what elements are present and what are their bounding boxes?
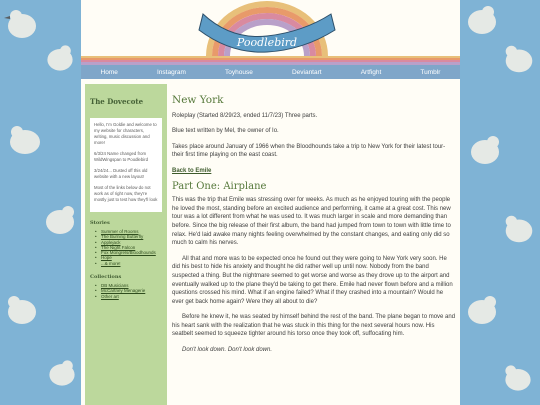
bird-icon	[500, 40, 538, 78]
updates-box	[90, 118, 162, 212]
story-link[interactable]: • Applejack	[101, 240, 167, 245]
nav-home[interactable]: Home	[100, 68, 118, 76]
update-entry: 6/3/24 Name changed from WildWingspan to Poodlebird	[94, 151, 148, 162]
part-title: Part One: Airplane	[172, 180, 267, 192]
story-link[interactable]: • Fox Mongrels/Bloodhounds	[101, 250, 167, 255]
collection-link[interactable]: • DB Musicians	[101, 283, 167, 288]
nav-tumblr[interactable]: Tumblr	[420, 68, 441, 76]
bird-icon	[44, 355, 80, 391]
story-paragraph: This was the trip that Emile was stressing over for weeks. As much as he enjoyed touring with the people he loved the most, standing before an excited audience and performing, it came at a great cost. This new tour was a lot different from what he was used to. It was much larger in scale and more demanding than before. Since the big release of their first album, the band had jumped from town to town with little time to relax. He'd laid awake many nights feeling overwhelmed by the constant changes, and eating only did so much to calm his nerves.	[172, 197, 451, 247]
update-entry: Hello, I'm Goldie and welcome to my website for characters, writing, music discussion and more!	[94, 122, 157, 145]
page-container	[81, 0, 460, 405]
bird-icon	[2, 4, 42, 44]
collection-link[interactable]: • McCartney Menagerie	[101, 288, 167, 293]
story-link[interactable]: • The Burning Butterfly	[101, 234, 167, 239]
bird-icon	[42, 40, 78, 76]
logo-text: Poodlebird	[236, 36, 298, 49]
collection-link[interactable]: • Other art	[101, 294, 167, 299]
bird-icon	[462, 0, 502, 40]
page-title: New York	[172, 94, 224, 106]
collections-heading: Collections	[90, 274, 122, 281]
story-link[interactable]: • Summer of Rooms	[101, 229, 167, 234]
sidebar	[85, 84, 167, 405]
collections-list	[85, 280, 167, 299]
back-link[interactable]: Back to Emile	[172, 167, 212, 174]
update-entry: Most of the links below do not work as of right now, they're mostly just to test how they'll look	[94, 185, 158, 202]
story-link[interactable]: • ...& more!	[101, 261, 167, 266]
nav-artfight[interactable]: Artfight	[360, 68, 382, 76]
story-paragraph: Don't look down. Don't look down.	[182, 347, 273, 354]
story-link[interactable]: • Hope	[101, 255, 167, 260]
bird-icon	[2, 290, 42, 330]
stories-list	[85, 226, 167, 266]
story-paragraph: Before he knew it, he was seated by himself behind the rest of the band. The plane began to move and his heart sank with the realization that he was stuck in this thing for the next several hours now. His seatbelt seemed to squeeze tighter around his torso once they took off, suffocating him.	[172, 314, 456, 338]
rainbow-logo[interactable]	[81, 0, 460, 65]
stories-heading: Stories	[90, 220, 110, 226]
sidebar-title: The Dovecote	[90, 97, 144, 106]
bird-icon	[5, 120, 45, 160]
main-nav	[81, 65, 460, 79]
bird-icon	[500, 360, 536, 396]
bird-icon	[465, 130, 505, 170]
update-entry: 3/24/24... Dusted off this old website with a new layout!	[94, 168, 148, 179]
nav-instagram[interactable]: Instagram	[157, 68, 186, 76]
article-note: Blue text written by Mel, the owner of Io.	[172, 128, 279, 135]
site-banner	[81, 0, 460, 65]
nav-toyhouse[interactable]: Toyhouse	[225, 68, 253, 76]
article-meta: Roleplay (Started 8/29/23, ended 11/7/23) Three parts.	[172, 112, 318, 119]
bird-icon	[462, 290, 502, 330]
nav-deviantart[interactable]: Deviantart	[291, 68, 322, 76]
main-content	[167, 84, 456, 405]
article-summary: Takes place around January of 1966 when the Bloodhounds take a trip to New York for their latest tour- their first time playing on the east coast.	[172, 143, 446, 159]
bird-icon	[500, 210, 538, 248]
story-paragraph: All that and more was to be expected once he found out they were going to New York very soon. He did his best to hide his anxiety and thought he did rather well up until now. Nobody from the band suspected a thing. But the nightmare seemed to get worse and worse as they drove up to the airport and eventually walked up to the plane they'd be taking to get there. Emile had never flown before and a million questions crossed his mind. What if an engine failed? What if they crashed into a mountain? Would he ever get back home again? Were they all about to die?	[172, 255, 453, 305]
story-link[interactable]: • The Night Falcon	[101, 245, 167, 250]
bird-icon	[40, 200, 80, 240]
